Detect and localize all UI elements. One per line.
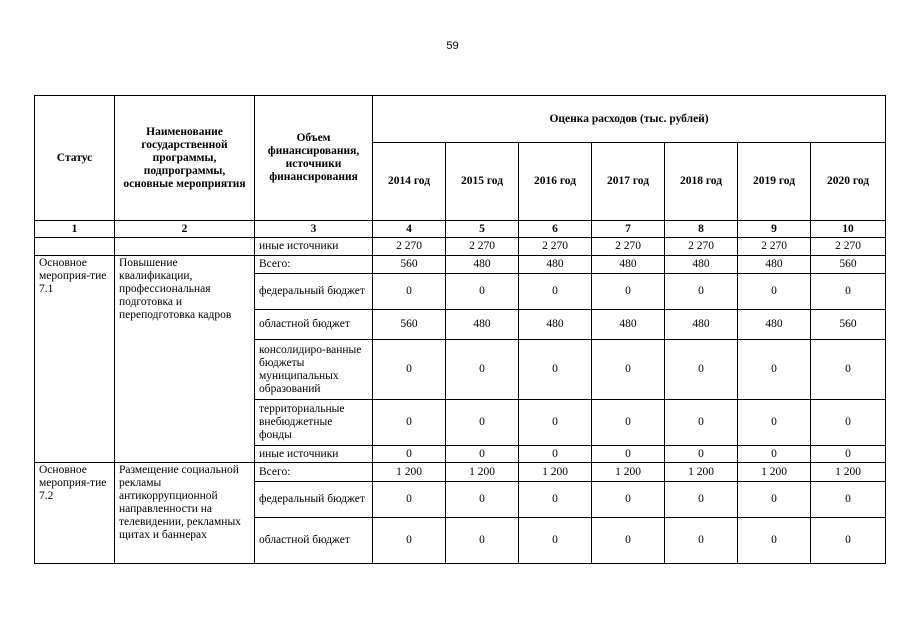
value-cell: 560 bbox=[811, 310, 886, 340]
source-cell: федеральный бюджет bbox=[255, 482, 373, 518]
value-cell: 0 bbox=[373, 446, 446, 463]
value-cell: 1 200 bbox=[665, 463, 738, 482]
value-cell: 0 bbox=[519, 400, 592, 446]
value-cell: 0 bbox=[373, 400, 446, 446]
source-cell: иные источники bbox=[255, 446, 373, 463]
value-cell: 0 bbox=[519, 274, 592, 310]
header-year: 2018 год bbox=[665, 143, 738, 221]
table-row bbox=[35, 238, 886, 256]
source-cell: территориальные внебюджетные фонды bbox=[255, 400, 373, 446]
value-cell: 480 bbox=[592, 310, 665, 340]
value-cell: 0 bbox=[373, 274, 446, 310]
value-cell: 480 bbox=[446, 256, 519, 274]
column-index: 6 bbox=[519, 221, 592, 238]
value-cell: 0 bbox=[665, 518, 738, 564]
value-cell: 0 bbox=[519, 446, 592, 463]
value-cell: 0 bbox=[811, 446, 886, 463]
table-row bbox=[35, 463, 886, 482]
source-cell: областной бюджет bbox=[255, 310, 373, 340]
value-cell: 0 bbox=[446, 274, 519, 310]
source-cell: федеральный бюджет bbox=[255, 274, 373, 310]
value-cell: 0 bbox=[519, 482, 592, 518]
value-cell: 0 bbox=[592, 446, 665, 463]
column-index: 7 bbox=[592, 221, 665, 238]
header-year: 2019 год bbox=[738, 143, 811, 221]
activity-name: Размещение социальной рекламы антикоррупционной направленности на телевидении, рекламных щитах и баннерах bbox=[115, 463, 255, 564]
value-cell: 480 bbox=[665, 256, 738, 274]
expenditure-table bbox=[34, 95, 886, 564]
header-status: Статус bbox=[35, 96, 115, 221]
source-cell: Всего: bbox=[255, 256, 373, 274]
value-cell: 0 bbox=[738, 518, 811, 564]
value-cell: 0 bbox=[738, 482, 811, 518]
value-cell: 0 bbox=[592, 340, 665, 400]
source-cell: Всего: bbox=[255, 463, 373, 482]
value-cell: 480 bbox=[592, 256, 665, 274]
activity-status: Основное мероприя-тие 7.1 bbox=[35, 256, 115, 463]
column-index: 8 bbox=[665, 221, 738, 238]
value-cell: 0 bbox=[592, 274, 665, 310]
value-cell: 480 bbox=[665, 310, 738, 340]
value-cell: 0 bbox=[738, 274, 811, 310]
value-cell: 0 bbox=[811, 518, 886, 564]
column-index: 10 bbox=[811, 221, 886, 238]
value-cell: 0 bbox=[811, 340, 886, 400]
column-index-row bbox=[35, 221, 886, 238]
header-year: 2015 год bbox=[446, 143, 519, 221]
value-cell: 0 bbox=[446, 400, 519, 446]
value-cell: 1 200 bbox=[446, 463, 519, 482]
value-cell: 480 bbox=[738, 310, 811, 340]
value-cell: 0 bbox=[811, 400, 886, 446]
value-cell: 1 200 bbox=[738, 463, 811, 482]
value-cell: 0 bbox=[592, 518, 665, 564]
value-cell: 2 270 bbox=[373, 238, 446, 256]
source-cell: консолидиро-ванные бюджеты муниципальных образований bbox=[255, 340, 373, 400]
value-cell: 0 bbox=[665, 482, 738, 518]
value-cell: 2 270 bbox=[738, 238, 811, 256]
value-cell: 0 bbox=[592, 400, 665, 446]
header-year: 2016 год bbox=[519, 143, 592, 221]
header-volume: Объем финансирования, источники финансирования bbox=[255, 96, 373, 221]
column-index: 4 bbox=[373, 221, 446, 238]
value-cell: 0 bbox=[373, 482, 446, 518]
value-cell: 560 bbox=[373, 256, 446, 274]
header-name: Наименование государственной программы, подпрограммы, основные мероприятия bbox=[115, 96, 255, 221]
value-cell: 0 bbox=[738, 340, 811, 400]
column-index: 5 bbox=[446, 221, 519, 238]
page-number: 59 bbox=[446, 40, 459, 52]
table-row bbox=[35, 256, 886, 274]
column-index: 3 bbox=[255, 221, 373, 238]
activity-name: Повышение квалификации, профессиональная подготовка и переподготовка кадров bbox=[115, 256, 255, 463]
value-cell: 1 200 bbox=[373, 463, 446, 482]
value-cell: 2 270 bbox=[592, 238, 665, 256]
value-cell: 0 bbox=[811, 482, 886, 518]
value-cell: 2 270 bbox=[446, 238, 519, 256]
value-cell: 480 bbox=[519, 256, 592, 274]
value-cell: 0 bbox=[665, 400, 738, 446]
value-cell: 560 bbox=[811, 256, 886, 274]
value-cell: 0 bbox=[373, 518, 446, 564]
value-cell: 0 bbox=[811, 274, 886, 310]
value-cell: 0 bbox=[519, 340, 592, 400]
value-cell: 0 bbox=[665, 446, 738, 463]
value-cell: 2 270 bbox=[665, 238, 738, 256]
column-index: 2 bbox=[115, 221, 255, 238]
value-cell: 0 bbox=[738, 400, 811, 446]
value-cell: 480 bbox=[446, 310, 519, 340]
value-cell: 1 200 bbox=[519, 463, 592, 482]
value-cell: 560 bbox=[373, 310, 446, 340]
value-cell: 0 bbox=[738, 446, 811, 463]
value-cell: 0 bbox=[446, 446, 519, 463]
value-cell: 0 bbox=[446, 340, 519, 400]
value-cell: 0 bbox=[446, 482, 519, 518]
activity-status: Основное мероприя-тие 7.2 bbox=[35, 463, 115, 564]
value-cell: 0 bbox=[519, 518, 592, 564]
value-cell: 480 bbox=[738, 256, 811, 274]
value-cell: 0 bbox=[665, 340, 738, 400]
value-cell: 2 270 bbox=[519, 238, 592, 256]
value-cell: 1 200 bbox=[811, 463, 886, 482]
value-cell: 2 270 bbox=[811, 238, 886, 256]
value-cell: 480 bbox=[519, 310, 592, 340]
source-cell: иные источники bbox=[255, 238, 373, 256]
column-index: 9 bbox=[738, 221, 811, 238]
source-cell: областной бюджет bbox=[255, 518, 373, 564]
value-cell: 0 bbox=[665, 274, 738, 310]
header-year: 2017 год bbox=[592, 143, 665, 221]
header-year: 2014 год bbox=[373, 143, 446, 221]
value-cell: 0 bbox=[446, 518, 519, 564]
value-cell: 0 bbox=[592, 482, 665, 518]
header-estimate: Оценка расходов (тыс. рублей) bbox=[373, 96, 886, 143]
value-cell: 0 bbox=[373, 340, 446, 400]
value-cell: 1 200 bbox=[592, 463, 665, 482]
column-index: 1 bbox=[35, 221, 115, 238]
header-year: 2020 год bbox=[811, 143, 886, 221]
